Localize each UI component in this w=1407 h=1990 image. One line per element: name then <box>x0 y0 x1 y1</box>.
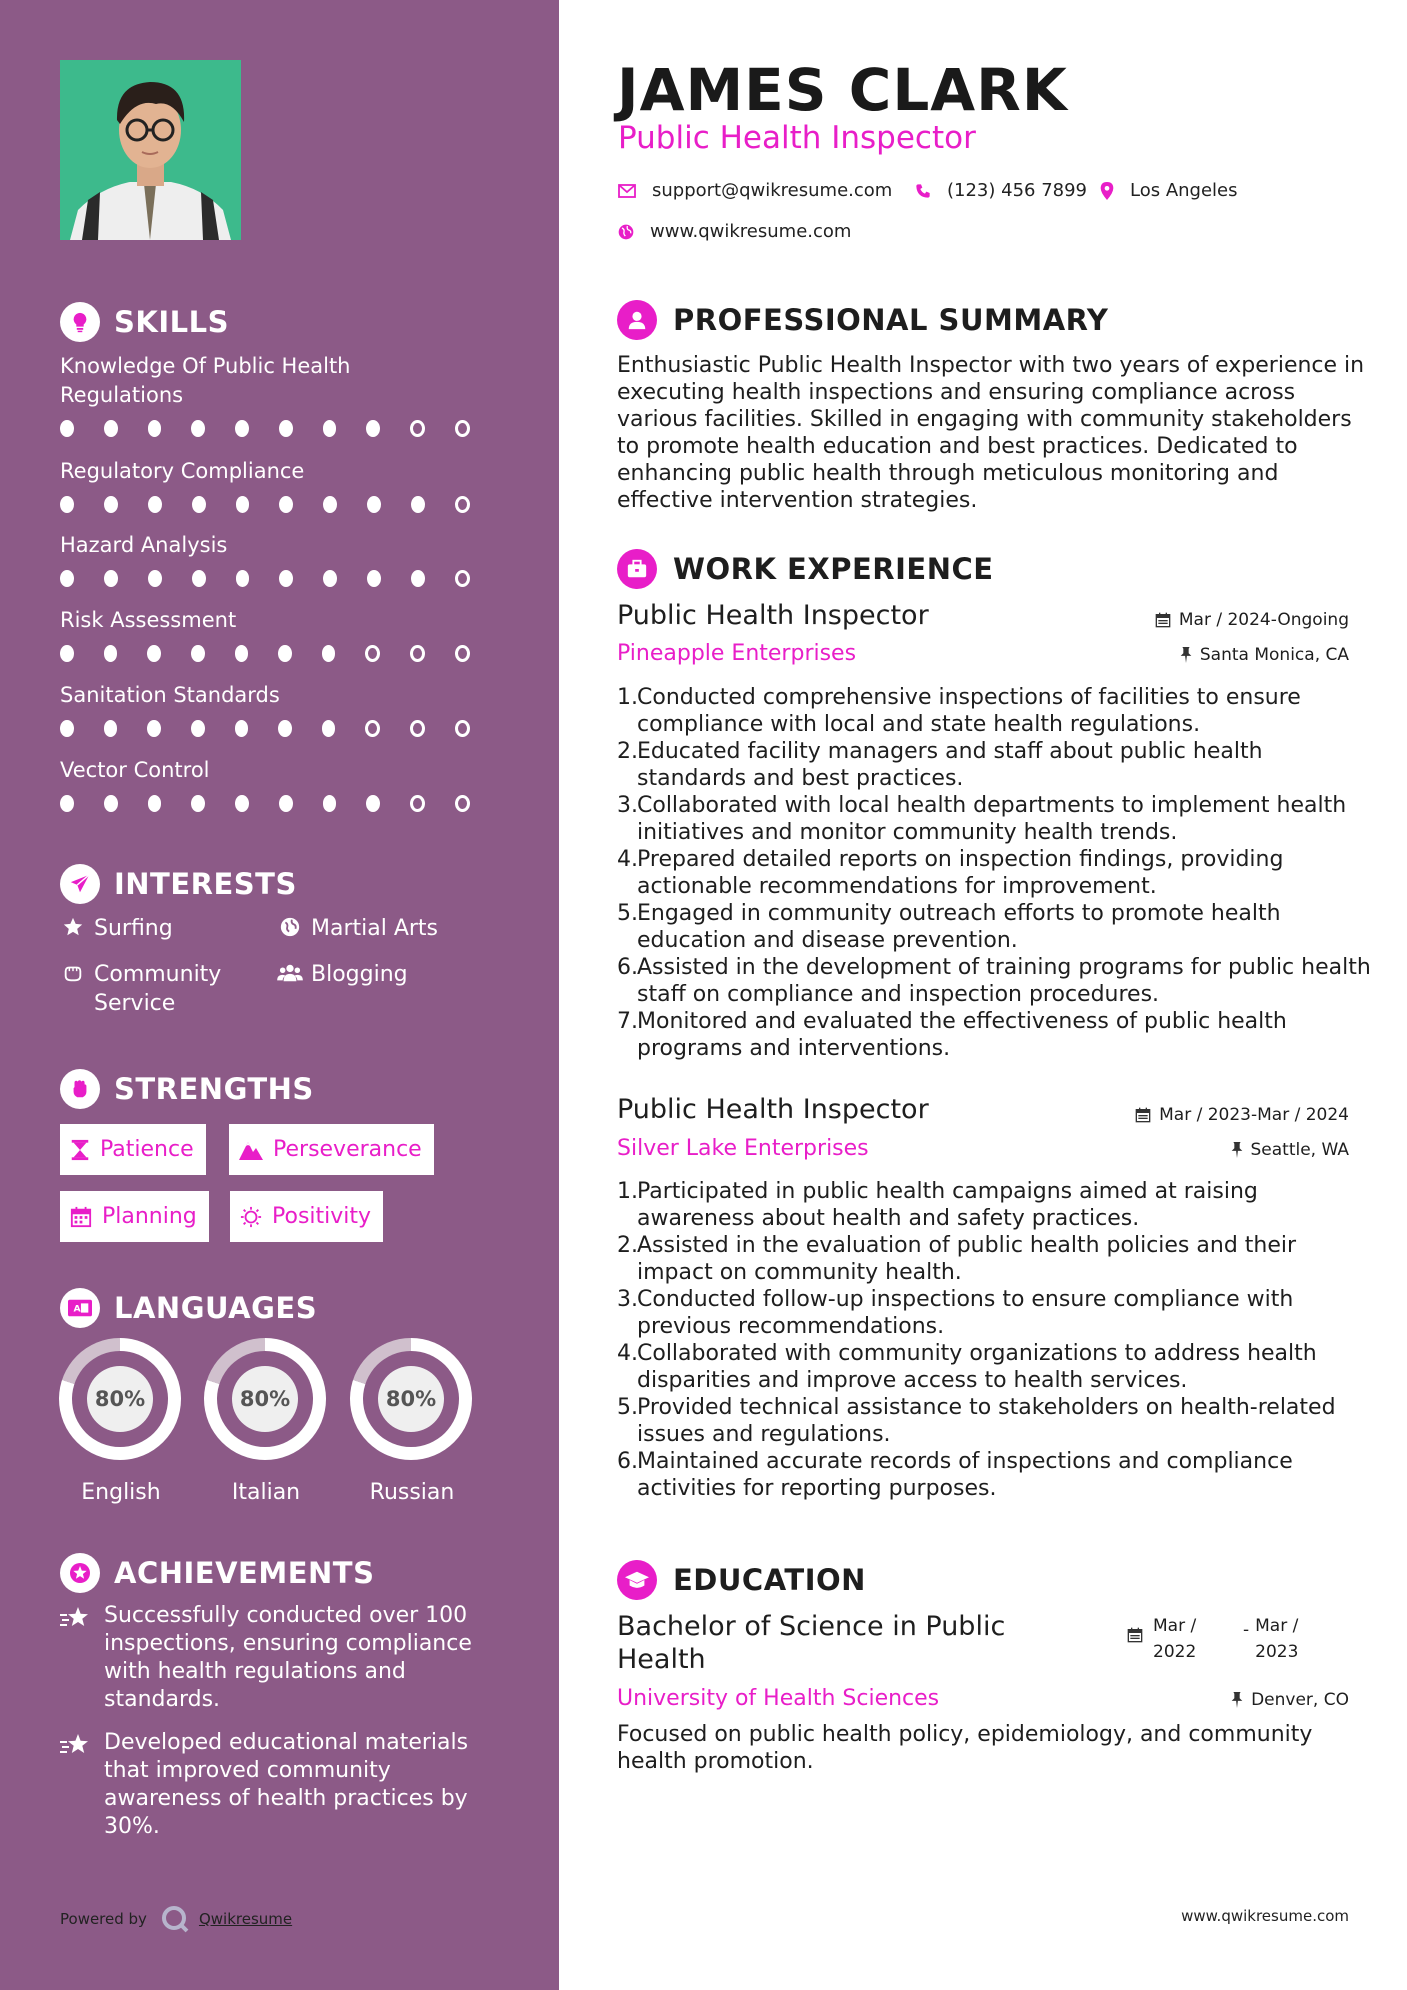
translate-icon <box>60 1288 100 1328</box>
interest-label: Surfing <box>94 916 173 941</box>
rating-dot-filled <box>104 570 118 587</box>
language-name: Italian <box>231 1480 301 1505</box>
skill-name: Regulatory Compliance <box>60 459 305 483</box>
rating-dot-filled <box>411 496 425 513</box>
experience-title: WORK EXPERIENCE <box>673 552 994 586</box>
website-text: www.qwikresume.com <box>650 221 852 242</box>
interest-item <box>277 960 408 989</box>
achievement-text: Successfully conducted over 100 inspections, ensuring compliance with health regulations and standards. <box>104 1603 472 1712</box>
education-location <box>1231 1690 1349 1710</box>
rating-dot-filled <box>366 420 380 437</box>
language-ring <box>59 1338 181 1460</box>
rating-dot-filled <box>366 795 380 812</box>
pushpin-icon <box>1231 1142 1243 1158</box>
rating-dot-filled <box>104 496 118 513</box>
skill-name: Vector Control <box>60 758 210 782</box>
users-icon <box>277 960 303 984</box>
skill-rating <box>60 496 500 513</box>
rating-dot-filled <box>104 420 118 437</box>
award-star-icon <box>60 1553 100 1593</box>
graduation-cap-icon <box>617 1560 657 1600</box>
skill-rating <box>60 420 500 437</box>
rating-dot-filled <box>323 570 337 587</box>
job-location <box>1180 645 1349 665</box>
contact-location <box>1100 180 1238 201</box>
education-description: Focused on public health policy, epidemiology, and community health promotion. <box>617 1722 1313 1774</box>
strengths-heading <box>60 1067 314 1111</box>
summary-title: PROFESSIONAL SUMMARY <box>673 303 1109 337</box>
rating-dot-filled <box>235 645 249 662</box>
education-title: EDUCATION <box>673 1563 866 1597</box>
candidate-name: JAMES CLARK <box>617 56 1068 124</box>
interest-label: Martial Arts <box>311 916 439 941</box>
rating-dot-filled <box>323 496 337 513</box>
skill-item <box>60 681 500 737</box>
list-item: 2. Assisted in the evaluation of public health policies and their impact on community health. <box>617 1233 1297 1285</box>
list-item: 3. Conducted follow-up inspections to ensure compliance with previous recommendations. <box>617 1287 1294 1339</box>
rating-dot-filled <box>235 795 249 812</box>
paper-plane-icon <box>60 864 100 904</box>
job-dates-text: Mar / 2023-Mar / 2024 <box>1159 1105 1349 1125</box>
language-name: Russian <box>369 1480 455 1505</box>
rating-dot-filled <box>367 570 381 587</box>
list-item: 5. Provided technical assistance to stakeholders on health-related issues and regulations. <box>617 1395 1336 1447</box>
list-item: 4. Collaborated with community organizations to address health disparities and improve access to health services. <box>617 1341 1317 1393</box>
strength-badge <box>229 1124 434 1175</box>
powered-by <box>60 1905 292 1933</box>
strengths-title: STRENGTHS <box>114 1072 314 1106</box>
mountain-icon <box>239 1140 263 1160</box>
rating-dot-filled <box>323 420 337 437</box>
language-percent: 80% <box>87 1366 153 1432</box>
rating-dot-filled <box>191 720 205 737</box>
job-dates-text: Mar / 2024-Ongoing <box>1178 610 1349 630</box>
language-ring <box>350 1338 472 1460</box>
list-item: 6. Assisted in the development of training programs for public health staff on compliance and inspection procedures. <box>617 955 1371 1007</box>
job-responsibilities <box>617 684 1377 1062</box>
rating-dot-filled <box>279 420 293 437</box>
education-start: Mar / 2022 <box>1153 1616 1197 1662</box>
education-dates <box>1127 1613 1303 1665</box>
interest-item <box>60 914 173 943</box>
rating-dot-filled <box>279 570 293 587</box>
rating-dot-filled <box>411 570 425 587</box>
list-item: 5. Engaged in community outreach efforts to promote health education and disease prevention. <box>617 901 1281 953</box>
language-name: English <box>81 1480 161 1505</box>
rating-dot-empty <box>410 720 425 737</box>
skill-rating <box>60 570 500 587</box>
footer-url[interactable]: www.qwikresume.com <box>1181 1907 1349 1925</box>
contact-email[interactable] <box>618 180 892 201</box>
language-item <box>350 1338 474 1505</box>
svg-text:A: A <box>73 1303 81 1315</box>
rating-dot-filled <box>278 720 292 737</box>
skill-item <box>60 531 500 587</box>
strength-label: Perseverance <box>273 1137 422 1162</box>
rating-dot-filled <box>367 496 381 513</box>
rating-dot-filled <box>191 795 205 812</box>
interests-heading <box>60 862 297 906</box>
rating-dot-filled <box>192 496 206 513</box>
powered-by-link[interactable]: Qwikresume <box>198 1910 293 1928</box>
skill-name: Knowledge Of Public Health Regulations <box>60 354 351 407</box>
languages-heading <box>60 1286 317 1330</box>
rating-dot-empty <box>455 645 470 662</box>
language-ring <box>204 1338 326 1460</box>
job-responsibilities <box>617 1178 1377 1502</box>
star-burst-icon <box>60 1729 90 1761</box>
pushpin-icon <box>1180 647 1192 663</box>
map-pin-icon <box>1100 182 1114 200</box>
rating-dot-empty <box>455 570 470 587</box>
job-dates <box>1155 610 1349 630</box>
list-item: 7. Monitored and evaluated the effectiveness of public health programs and interventions. <box>617 1009 1287 1061</box>
interest-label: Community Service <box>94 962 222 1016</box>
calendar-icon <box>1155 612 1171 628</box>
list-item: 1. Conducted comprehensive inspections of facilities to ensure compliance with local and state health regulations. <box>617 685 1301 737</box>
calendar-icon <box>70 1206 92 1228</box>
degree-title: Bachelor of Science in Public Health <box>617 1611 1006 1675</box>
education-location-text: Denver, CO <box>1251 1690 1349 1710</box>
rating-dot-filled <box>148 496 162 513</box>
rating-dot-empty <box>365 645 380 662</box>
rating-dot-empty <box>410 795 425 812</box>
skill-item <box>60 606 500 662</box>
contact-website[interactable] <box>618 221 851 242</box>
rating-dot-filled <box>235 420 249 437</box>
qwikresume-logo-icon <box>161 1905 189 1933</box>
skill-rating <box>60 720 500 737</box>
skill-name: Hazard Analysis <box>60 533 228 557</box>
rating-dot-filled <box>60 420 74 437</box>
list-item: 1. Participated in public health campaigns aimed at raising awareness about health and safety practices. <box>617 1179 1258 1231</box>
phone-icon <box>915 183 931 199</box>
strength-label: Planning <box>102 1204 197 1229</box>
language-item <box>59 1338 183 1505</box>
globe-icon <box>277 914 303 938</box>
skill-name: Sanitation Standards <box>60 683 280 707</box>
rating-dot-empty <box>455 795 470 812</box>
job-location <box>1231 1140 1350 1160</box>
rating-dot-filled <box>148 795 162 812</box>
rating-dot-filled <box>60 496 74 513</box>
rating-dot-filled <box>60 645 74 662</box>
envelope-icon <box>618 184 636 198</box>
interest-item <box>277 914 438 943</box>
sidebar <box>0 0 559 1990</box>
summary-heading <box>617 300 1108 340</box>
rating-dot-filled <box>191 645 205 662</box>
rating-dot-empty <box>410 420 425 437</box>
rating-dot-filled <box>148 570 162 587</box>
list-item: 6. Maintained accurate records of inspections and compliance activities for reporting purposes. <box>617 1449 1293 1501</box>
rating-dot-filled <box>104 720 118 737</box>
strength-label: Positivity <box>272 1204 372 1229</box>
education-end: Mar / 2023 <box>1255 1616 1299 1662</box>
skills-title: SKILLS <box>114 305 229 339</box>
interests-title: INTERESTS <box>114 867 297 901</box>
pushpin-icon <box>1231 1692 1243 1708</box>
language-item <box>204 1338 328 1505</box>
calendar-icon <box>1135 1107 1151 1123</box>
star-icon <box>60 914 86 938</box>
powered-by-label: Powered by <box>60 1910 147 1928</box>
skill-rating <box>60 795 500 812</box>
calendar-icon <box>1127 1613 1143 1643</box>
star-burst-icon <box>60 1602 90 1634</box>
rating-dot-empty <box>455 496 470 513</box>
rating-dot-filled <box>192 570 206 587</box>
achievement-item <box>60 1729 500 1841</box>
strength-badge <box>60 1124 206 1175</box>
job-dates <box>1135 1105 1349 1125</box>
rating-dot-filled <box>104 795 118 812</box>
language-percent: 80% <box>232 1366 298 1432</box>
location-text: Los Angeles <box>1130 180 1238 201</box>
interest-label: Blogging <box>311 962 408 987</box>
rating-dot-filled <box>322 720 336 737</box>
rating-dot-filled <box>236 570 250 587</box>
rating-dot-filled <box>147 645 161 662</box>
job-location-text: Santa Monica, CA <box>1199 645 1349 665</box>
list-item: 4. Prepared detailed reports on inspection findings, providing actionable recommendations for improvement. <box>617 847 1284 899</box>
globe-icon <box>618 224 634 240</box>
company-name: Silver Lake Enterprises <box>617 1136 869 1161</box>
rating-dot-filled <box>323 795 337 812</box>
languages-title: LANGUAGES <box>114 1291 318 1325</box>
rating-dot-filled <box>60 720 74 737</box>
achievement-item <box>60 1602 500 1714</box>
job-location-text: Seattle, WA <box>1250 1140 1349 1160</box>
rating-dot-empty <box>410 645 425 662</box>
skill-name: Risk Assessment <box>60 608 237 632</box>
rating-dot-filled <box>235 720 249 737</box>
strength-label: Patience <box>100 1137 194 1162</box>
sun-icon <box>240 1206 262 1228</box>
hourglass-icon <box>70 1139 90 1161</box>
achievements-heading <box>60 1551 374 1595</box>
phone-text: (123) 456 7899 <box>947 180 1088 201</box>
rating-dot-filled <box>279 496 293 513</box>
skill-item <box>60 457 500 513</box>
fist-icon <box>60 1069 100 1109</box>
skill-item <box>60 756 500 812</box>
interest-item <box>60 960 250 1018</box>
rating-dot-filled <box>279 795 293 812</box>
company-name: Pineapple Enterprises <box>617 641 857 666</box>
school-name: University of Health Sciences <box>617 1686 940 1711</box>
briefcase-icon <box>617 549 657 589</box>
strength-badge <box>230 1191 383 1242</box>
job-title: Public Health Inspector <box>617 600 929 631</box>
rating-dot-filled <box>104 645 118 662</box>
email-text: support@qwikresume.com <box>652 180 893 201</box>
profile-photo <box>60 60 241 240</box>
hand-icon <box>60 960 86 984</box>
achievements-title: ACHIEVEMENTS <box>114 1556 375 1590</box>
skill-rating <box>60 645 500 662</box>
rating-dot-empty <box>365 720 380 737</box>
education-separator: - <box>1243 1620 1250 1640</box>
experience-heading <box>617 549 994 589</box>
rating-dot-filled <box>236 496 250 513</box>
rating-dot-filled <box>147 720 161 737</box>
rating-dot-empty <box>455 720 470 737</box>
rating-dot-filled <box>60 570 74 587</box>
skills-heading <box>60 300 229 344</box>
achievement-text: Developed educational materials that improved community awareness of health practices by 30%. <box>104 1730 469 1839</box>
strength-badge <box>60 1191 209 1242</box>
rating-dot-filled <box>191 420 205 437</box>
rating-dot-filled <box>60 795 74 812</box>
rating-dot-filled <box>322 645 336 662</box>
rating-dot-filled <box>278 645 292 662</box>
contact-phone[interactable] <box>915 180 1087 201</box>
user-icon <box>617 300 657 340</box>
job-title: Public Health Inspector <box>617 1094 929 1125</box>
main-content <box>559 0 1407 1990</box>
education-heading <box>617 1560 866 1600</box>
list-item: 3. Collaborated with local health departments to implement health initiatives and monitor community health trends. <box>617 793 1347 845</box>
lightbulb-icon <box>60 302 100 342</box>
skill-item <box>60 352 500 437</box>
summary-text: Enthusiastic Public Health Inspector with two years of experience in executing health inspections and ensuring compliance across various facilities. Skilled in engaging with community stakeholders to promote health education and best practices. Dedicated to enhancing public health through meticulous monitoring and effective intervention strategies. <box>617 353 1365 513</box>
rating-dot-empty <box>455 420 470 437</box>
language-percent: 80% <box>378 1366 444 1432</box>
list-item: 2. Educated facility managers and staff about public health standards and best practices. <box>617 739 1263 791</box>
candidate-title: Public Health Inspector <box>618 120 976 156</box>
rating-dot-filled <box>148 420 162 437</box>
